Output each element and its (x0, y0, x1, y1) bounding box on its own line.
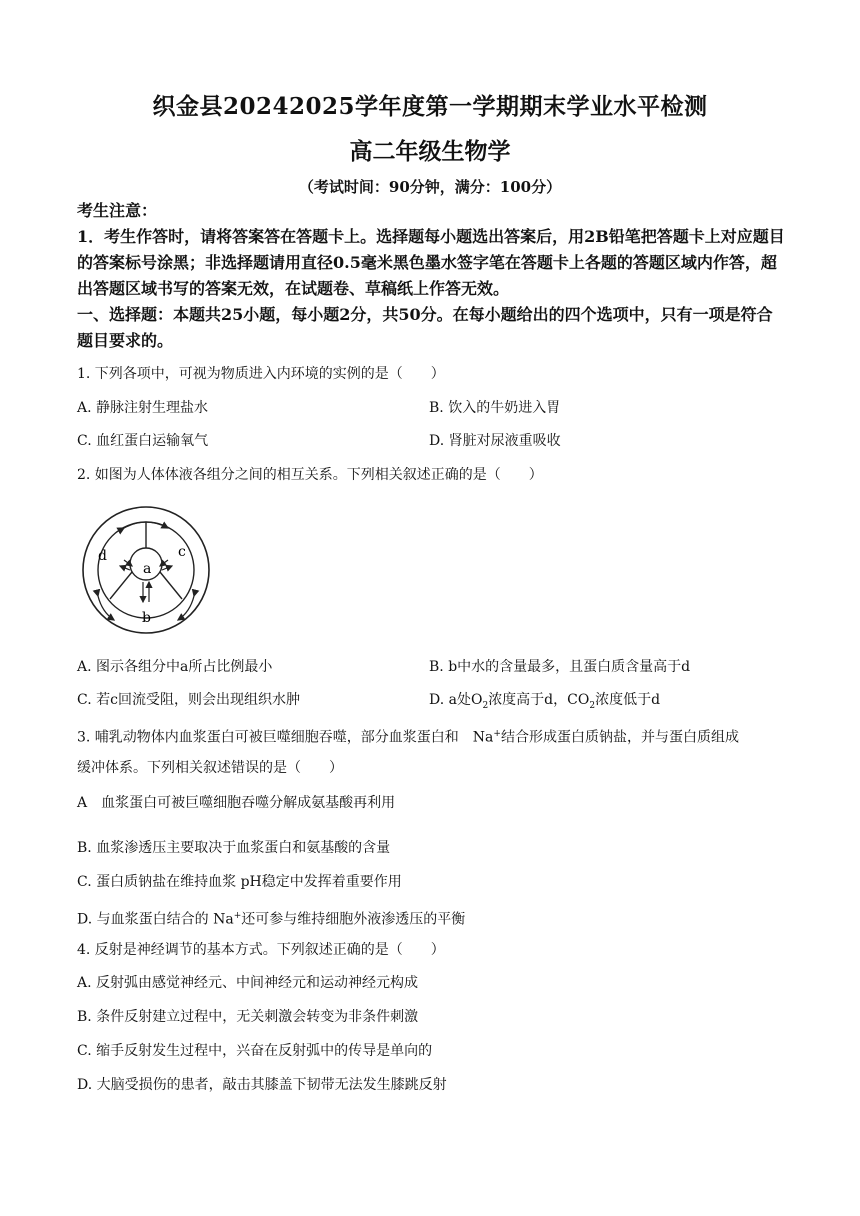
divider-left (110, 572, 132, 599)
label-a: a (143, 561, 152, 577)
question-1-option-c: C. 血红蛋白运输氧气 (77, 433, 209, 449)
arrow-bottom-left (98, 596, 114, 620)
label-d: d (98, 548, 107, 564)
question-3-option-a: A 血浆蛋白可被巨噬细胞吞噬分解成氨基酸再利用 (77, 795, 396, 811)
arrow-bottom-right (178, 596, 194, 620)
notice-heading: 考生注意： (77, 201, 158, 220)
question-2-option-a: A. 图示各组分中a所占比例最小 (77, 659, 273, 675)
question-3-option-b: B. 血浆渗透压主要取决于血浆蛋白和氨基酸的含量 (77, 840, 391, 856)
exam-info: （考试时间：90分钟，满分：100分） (298, 178, 562, 196)
question-4-option-a: A. 反射弧由感觉神经元、中间神经元和运动神经元构成 (77, 975, 419, 991)
label-c: c (178, 544, 186, 560)
question-2-stem: 2. 如图为人体体液各组分之间的相互关系。下列相关叙述正确的是（ ） (77, 467, 543, 483)
question-1-stem: 1. 下列各项中，可视为物质进入内环境的实例的是（ ） (77, 366, 445, 382)
question-1-option-a: A. 静脉注射生理盐水 (77, 400, 209, 416)
exam-title: 织金县20242025学年度第一学期期末学业水平检测 (152, 93, 708, 120)
question-4-stem: 4. 反射是神经调节的基本方式。下列叙述正确的是（ ） (77, 942, 445, 958)
question-2-option-c: C. 若c回流受阻，则会出现组织水肿 (77, 692, 300, 708)
question-3-option-d: D. 与血浆蛋白结合的 Na+还可参与维持细胞外液渗透压的平衡 (77, 911, 466, 928)
question-2-option-d: D. a处$O_2$浓度高于d，$CO_2$浓度低于d (429, 692, 661, 711)
body-fluid-diagram (80, 504, 212, 636)
arrow-a-to-d (120, 566, 130, 570)
question-4-option-b: B. 条件反射建立过程中，无关刺激会转变为非条件刺激 (77, 1009, 419, 1025)
exam-subject: 高二年级生物学 (349, 138, 511, 165)
section-1-heading: 一、选择题：本题共25小题，每小题2分，共50分。在每小题给出的四个选项中，只有一项是符合题目要求的。 (77, 305, 773, 350)
arrow-a-to-c (162, 566, 172, 570)
question-1-option-b: B. 饮入的牛奶进入胃 (429, 400, 561, 416)
question-3-option-c: C. 蛋白质钠盐在维持血浆 pH稳定中发挥着重要作用 (77, 874, 402, 890)
label-b: b (142, 610, 151, 626)
question-4-option-c: C. 缩手反射发生过程中，兴奋在反射弧中的传导是单向的 (77, 1043, 433, 1059)
question-4-option-d: D. 大脑受损伤的患者，敲击其膝盖下韧带无法发生膝跳反射 (77, 1077, 447, 1093)
divider-right (160, 572, 182, 599)
question-3-stem-line2: 缓冲体系。下列相关叙述错误的是（ ） (77, 760, 343, 776)
question-1-option-d: D. 肾脏对尿液重吸收 (429, 433, 561, 449)
question-2-option-b: B. b中水的含量最多，且蛋白质含量高于d (429, 659, 691, 675)
notice-item-1: 1．考生作答时，请将答案答在答题卡上。选择题每小题选出答案后，用2B铅笔把答题卡上对应题目的答案标号涂黑；非选择题请用直径0.5毫米黑色墨水签字笔在答题卡上各题的答题区域内作答，超出答题区域书写的答案无效，在试题卷、草稿纸上作答无效。 (77, 227, 785, 298)
question-3-stem: 3. 哺乳动物体内血浆蛋白可被巨噬细胞吞噬，部分血浆蛋白和 Na+结合形成蛋白质钠盐，并与蛋白质组成 (77, 729, 739, 746)
